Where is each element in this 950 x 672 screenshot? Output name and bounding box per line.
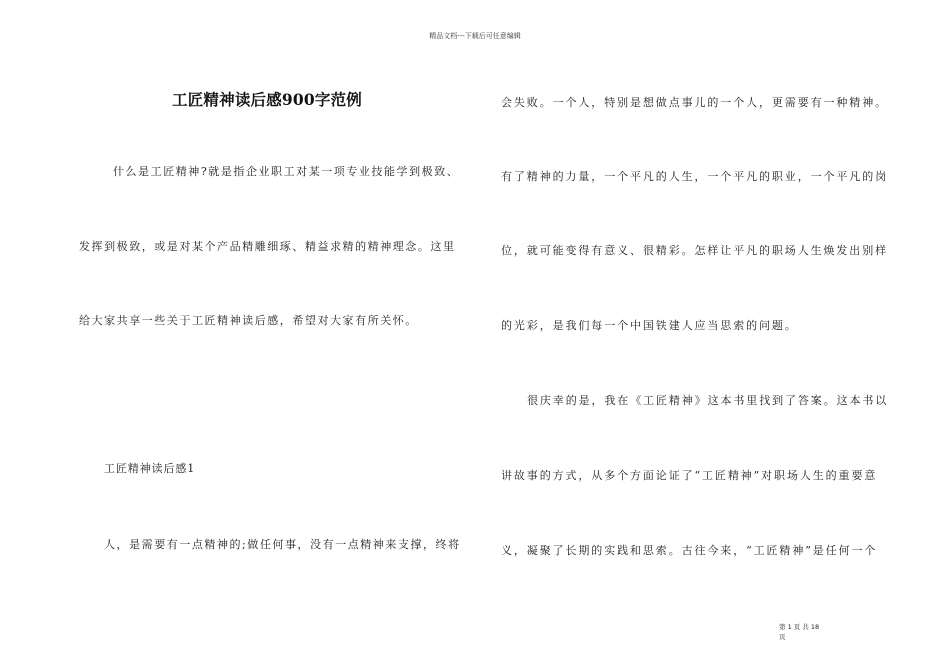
page-number-line: 第 1 页 共 18 — [779, 623, 820, 631]
paragraph-line: 发挥到极致，或是对某个产品精雕细琢、精益求精的精神理念。这里 — [79, 240, 456, 253]
paragraph-line: 讲故事的方式，从多个方面论证了“工匠精神”对职场人生的重要意 — [501, 469, 878, 482]
paragraph-line: 义，凝聚了长期的实践和思索。古往今来，“工匠精神”是任何一个 — [501, 544, 878, 557]
paragraph-line: 人，是需要有一点精神的;做任何事，没有一点精神来支撑，终将 — [104, 538, 461, 551]
paragraph-line: 给大家共享一些关于工匠精神读后感，希望对大家有所关怀。 — [79, 314, 418, 327]
paragraph-line: 的光彩，是我们每一个中国铁建人应当思索的问题。 — [501, 319, 798, 332]
paragraph-line: 会失败。一个人，特别是想做点事儿的一个人，更需要有一种精神。 — [501, 96, 888, 109]
page-number — [779, 622, 839, 642]
paragraph-line: 位，就可能变得有意义、很精彩。怎样让平凡的职场人生焕发出别样 — [501, 244, 888, 257]
page-number-line: 页 — [779, 633, 786, 641]
paragraph-line: 什么是工匠精神?就是指企业职工对某一项专业技能学到极致、 — [113, 165, 460, 178]
paragraph-line: 很庆幸的是，我在《工匠精神》这本书里找到了答案。这本书以 — [527, 394, 889, 407]
document-title: 工匠精神读后感900字范例 — [172, 90, 362, 109]
section-heading: 工匠精神读后感1 — [104, 462, 196, 475]
paragraph-line: 有了精神的力量，一个平凡的人生，一个平凡的职业，一个平凡的岗 — [501, 170, 888, 183]
page-header: 精品文档---下载后可任意编辑 — [429, 32, 521, 40]
